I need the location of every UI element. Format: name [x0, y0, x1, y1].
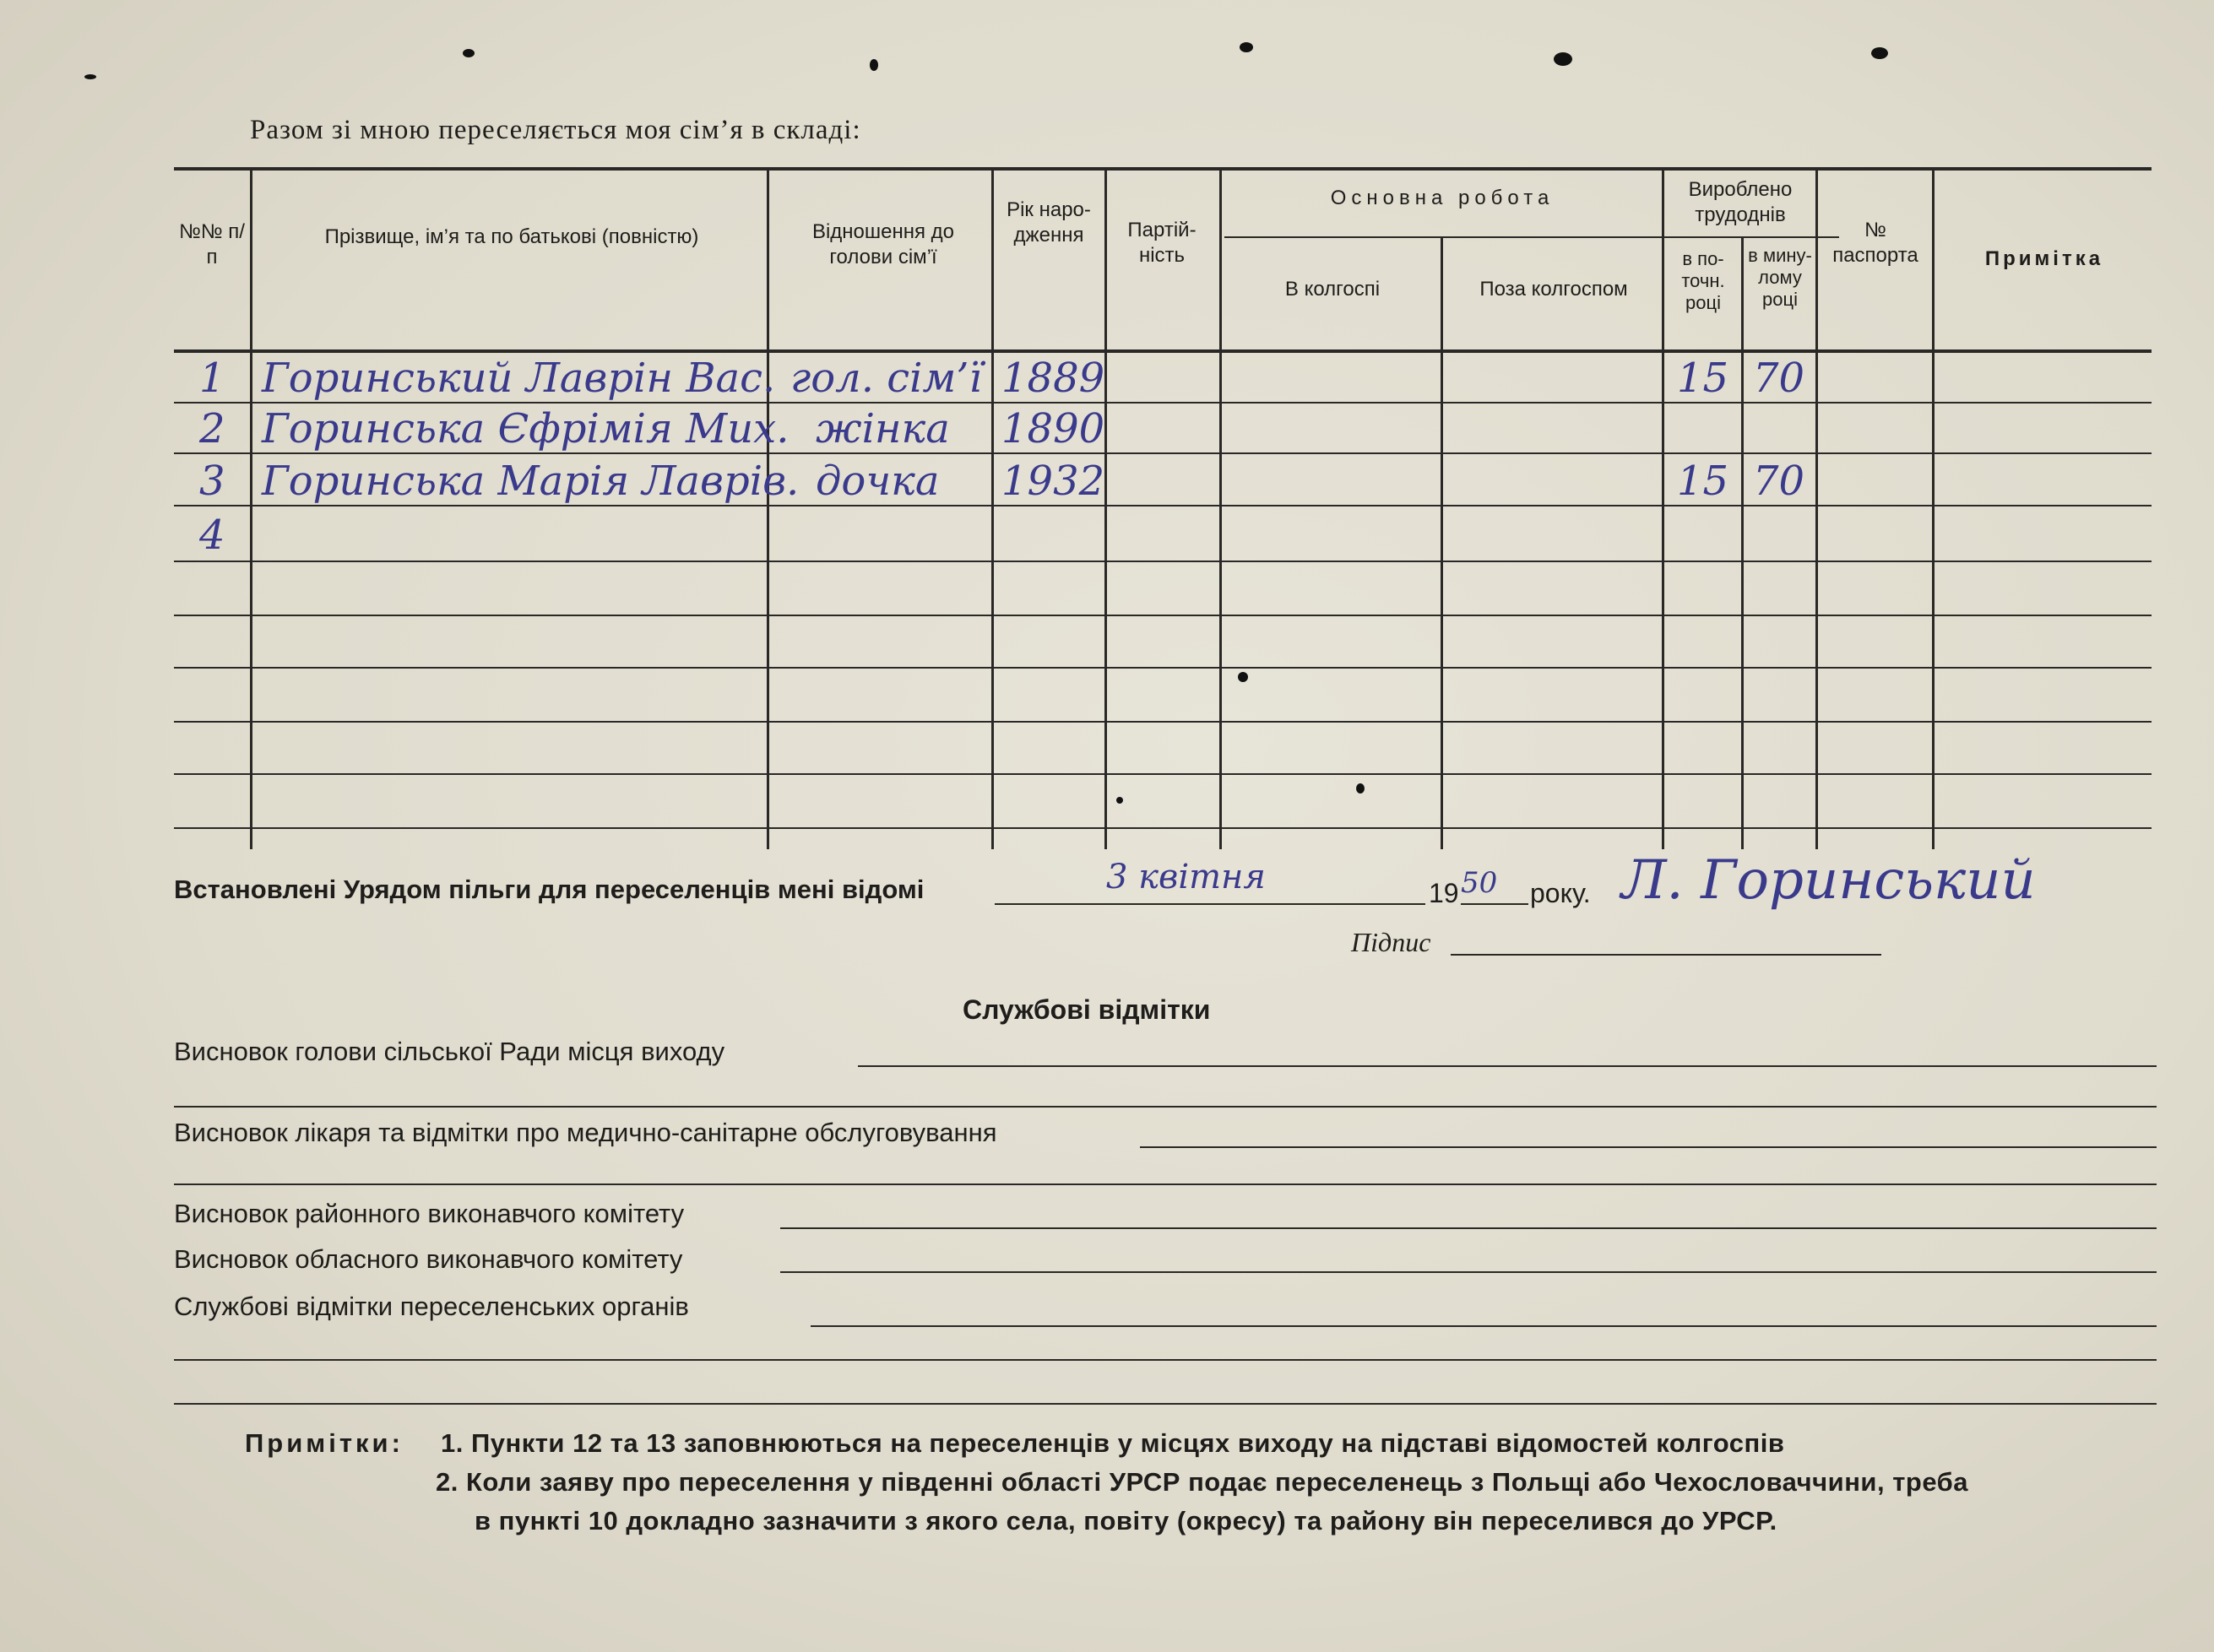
- row-1-name: Горинський Лаврін Вас.: [262, 355, 776, 402]
- row-1-workdays-current: 15: [1677, 355, 1729, 402]
- year-suffix: року.: [1530, 878, 1591, 908]
- note-2-continued: в пункті 10 докладно зазначити з якого села, повіту (окресу) та району він переселився до УРСР.: [475, 1506, 1777, 1536]
- date-line: [995, 903, 1425, 905]
- benefits-label: Встановлені Урядом пільги для переселенців мені відомі: [174, 875, 925, 904]
- ink-spot: [1871, 47, 1888, 59]
- row-3-year: 1932: [1001, 458, 1105, 505]
- header-name: Прізвище, ім’я та по батькові (повністю): [324, 225, 699, 248]
- row-4-num: 4: [199, 512, 225, 559]
- row-3-name: Горинська Марія Лаврів.: [262, 458, 800, 505]
- header-year: Рік наро- дження: [1007, 198, 1091, 246]
- row-1-num: 1: [199, 355, 225, 402]
- service-title: Службові відмітки: [963, 994, 1211, 1025]
- ink-spot: [463, 49, 475, 57]
- row-2-num: 2: [199, 405, 225, 452]
- note-1: 1. Пункти 12 та 13 заповнюються на переселенців у місцях виходу на підставі відомостей колгоспів: [441, 1428, 1785, 1458]
- row-1-relation: гол. сім’ї: [790, 355, 982, 402]
- header-bottom-border: [174, 349, 2152, 353]
- header-work-out: Поза колгоспом: [1479, 278, 1628, 301]
- service-line-4: Висновок обласного виконавчого комітету: [174, 1244, 683, 1274]
- row-2-relation: жінка: [816, 405, 950, 452]
- signature-line: [1451, 954, 1881, 956]
- service-line-3: Висновок районного виконавчого комітету: [174, 1199, 685, 1228]
- service-line-2: Висновок лікаря та відмітки про медично-санітарне обслуговування: [174, 1118, 997, 1147]
- header-workdays-previous: в мину- лому році: [1748, 245, 1812, 310]
- notes-label: Примітки:: [245, 1428, 404, 1458]
- header-work-in: В колгоспі: [1284, 278, 1381, 301]
- family-table: [174, 167, 2152, 849]
- ink-spot: [84, 74, 96, 79]
- header-workdays: Вироблено трудоднів: [1688, 178, 1793, 226]
- benefits-date: 3 квітня: [1106, 858, 1266, 896]
- header-party: Партій- ність: [1127, 219, 1197, 267]
- year-handwritten: 50: [1461, 866, 1498, 900]
- header-num: №№ п/п: [179, 220, 245, 268]
- signature: Л. Горинський: [1621, 849, 2036, 912]
- table-top-border: [174, 167, 2152, 171]
- header-note: Примітка: [1984, 247, 2104, 270]
- ink-spot: [1240, 42, 1253, 52]
- service-line-5: Службові відмітки переселенських органів: [174, 1292, 689, 1321]
- row-2-year: 1890: [1001, 405, 1105, 452]
- header-passport: № паспорта: [1832, 219, 1918, 267]
- header-workdays-current: в по- точн. році: [1681, 248, 1725, 313]
- subheader-line: [1224, 236, 1839, 238]
- signature-label: Підпис: [1351, 927, 1431, 957]
- row-3-num: 3: [199, 458, 225, 505]
- ink-spot: [870, 59, 878, 71]
- ink-spot: [1554, 52, 1572, 66]
- note-2: 2. Коли заяву про переселення у південні області УРСР подає переселенець з Польщі або Чехословаччини, треба: [436, 1467, 1969, 1497]
- row-3-workdays-current: 15: [1677, 458, 1729, 505]
- year-prefix: 19: [1429, 878, 1459, 908]
- row-3-workdays-previous: 70: [1753, 458, 1805, 505]
- header-work: Основна робота: [1330, 187, 1555, 209]
- row-3-relation: дочка: [816, 458, 940, 505]
- header-relation: Відношення до голови сім’ї: [811, 220, 955, 268]
- row-2-name: Горинська Єфрімія Мих.: [262, 405, 790, 452]
- intro-text: Разом зі мною переселяється моя сім’я в складі:: [250, 115, 861, 145]
- row-1-year: 1889: [1001, 355, 1105, 402]
- row-1-workdays-previous: 70: [1753, 355, 1805, 402]
- service-line-1: Висновок голови сільської Ради місця виходу: [174, 1037, 725, 1066]
